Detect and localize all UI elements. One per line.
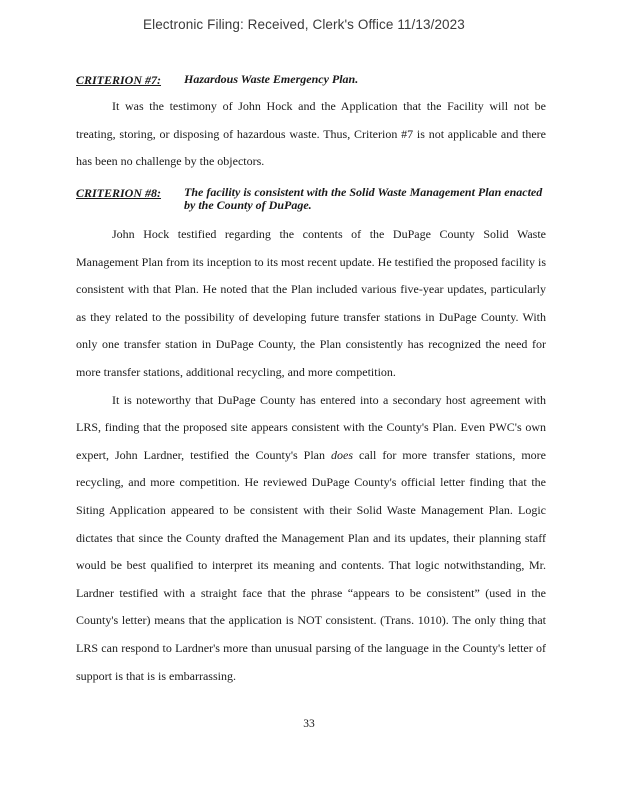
criterion-label: CRITERION #8: <box>76 186 162 200</box>
paragraph <box>76 387 546 691</box>
criterion-8-heading <box>76 186 554 212</box>
filing-stamp: Electronic Filing: Received, Clerk's Office 11/13/2023 <box>143 17 465 32</box>
emphasized-word: does <box>331 447 354 462</box>
criterion-7-body <box>76 93 546 176</box>
paragraph-text: It is noteworthy that DuPage County has entered into a secondary host agreement with LRS, finding that the proposed site appears consistent with the County's Plan. Even PWC's own expert, John Lardner, testified the County's Plan <box>76 392 546 462</box>
criterion-7-heading <box>76 73 554 88</box>
criterion-label: CRITERION #7: <box>76 73 162 87</box>
criterion-title: The facility is consistent with the Solid Waste Management Plan enacted by the County of DuPage. <box>184 185 543 212</box>
page-number: 33 <box>303 718 315 730</box>
paragraph: John Hock testified regarding the contents of the DuPage County Solid Waste Management Plan from its inception to its most recent update. He testified the proposed facility is consistent with that Plan. He noted that the Plan included various five-year updates, particularly as they related to the possibility of developing future transfer stations in DuPage County. With only one transfer station in DuPage County, the Plan consistently has recognized the need for more transfer stations, additional recycling, and more competition. <box>76 227 546 379</box>
criterion-8-body <box>76 221 546 690</box>
paragraph-text: call for more transfer stations, more recycling, and more competition. He reviewed DuPage County's official letter finding that the Siting Application appeared to be consistent with their Solid Waste Management Plan. Logic dictates that since the County drafted the Management Plan and its updates, their planning staff would be best qualified to interpret its meaning and contents. That logic notwithstanding, Mr. Lardner testified with a straight face that the phrase “appears to be consistent” (used in the County's letter) means that the application is NOT consistent. (Trans. 1010). The only thing that LRS can respond to Lardner's more than unusual parsing of the language in the County's letter of support is that is is embarrassing. <box>76 447 546 683</box>
criterion-title: Hazardous Waste Emergency Plan. <box>184 72 359 86</box>
paragraph: It was the testimony of John Hock and the Application that the Facility will not be treating, storing, or disposing of hazardous waste. Thus, Criterion #7 is not applicable and there has been no challenge by the objectors. <box>76 99 546 169</box>
